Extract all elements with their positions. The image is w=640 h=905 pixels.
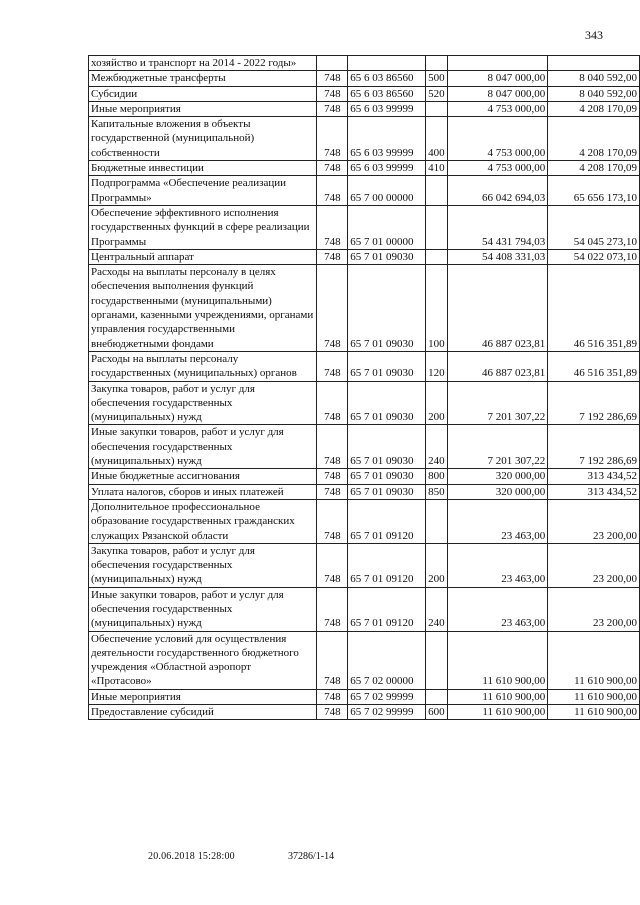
row-plan-sum-cell: 46 887 023,81 <box>447 351 548 381</box>
row-ved-cell: 748 <box>317 484 348 499</box>
row-name-cell: Обеспечение условий для осуществления деятельности государственного бюджетного учреждения «Областной аэропорт «Протасово» <box>89 631 317 689</box>
row-ved-cell: 748 <box>317 205 348 249</box>
row-vr-cell: 600 <box>426 705 448 720</box>
row-ved-cell: 748 <box>317 117 348 161</box>
row-name-cell: Уплата налогов, сборов и иных платежей <box>89 484 317 499</box>
row-vr-cell <box>426 56 448 71</box>
row-vr-cell <box>426 499 448 543</box>
row-vr-cell: 400 <box>426 117 448 161</box>
row-plan-sum-cell: 46 887 023,81 <box>447 265 548 352</box>
row-actual-sum-cell <box>548 56 640 71</box>
table-row <box>89 499 640 543</box>
row-csr-cell: 65 7 01 09030 <box>348 425 426 469</box>
row-name-cell: Центральный аппарат <box>89 249 317 264</box>
row-vr-cell <box>426 631 448 689</box>
row-csr-cell: 65 6 03 99999 <box>348 161 426 176</box>
row-name-cell: Подпрограмма «Обеспечение реализации Программы» <box>89 176 317 206</box>
row-plan-sum-cell: 11 610 900,00 <box>447 631 548 689</box>
row-ved-cell: 748 <box>317 161 348 176</box>
row-plan-sum-cell <box>447 56 548 71</box>
row-actual-sum-cell: 54 045 273,10 <box>548 205 640 249</box>
row-plan-sum-cell: 320 000,00 <box>447 484 548 499</box>
row-vr-cell <box>426 249 448 264</box>
row-vr-cell <box>426 205 448 249</box>
table-row <box>89 381 640 425</box>
row-name-cell: Капитальные вложения в объекты государственной (муниципальной) собственности <box>89 117 317 161</box>
row-vr-cell: 520 <box>426 86 448 101</box>
row-csr-cell: 65 6 03 86560 <box>348 86 426 101</box>
row-name-cell: Дополнительное профессиональное образование государственных гражданских служащих Рязанской области <box>89 499 317 543</box>
row-name-cell: хозяйство и транспорт на 2014 - 2022 годы» <box>89 56 317 71</box>
row-plan-sum-cell: 66 042 694,03 <box>447 176 548 206</box>
row-plan-sum-cell: 7 201 307,22 <box>447 425 548 469</box>
row-plan-sum-cell: 54 408 331,03 <box>447 249 548 264</box>
row-ved-cell <box>317 56 348 71</box>
row-actual-sum-cell: 11 610 900,00 <box>548 689 640 704</box>
row-plan-sum-cell: 54 431 794,03 <box>447 205 548 249</box>
row-ved-cell: 748 <box>317 249 348 264</box>
row-vr-cell: 850 <box>426 484 448 499</box>
row-ved-cell: 748 <box>317 631 348 689</box>
table-row <box>89 56 640 71</box>
table-row <box>89 469 640 484</box>
row-name-cell: Иные закупки товаров, работ и услуг для обеспечения государственных (муниципальных) нужд <box>89 587 317 631</box>
row-vr-cell: 800 <box>426 469 448 484</box>
row-vr-cell: 120 <box>426 351 448 381</box>
table-row <box>89 71 640 86</box>
row-name-cell: Иные закупки товаров, работ и услуг для обеспечения государственных (муниципальных) нужд <box>89 425 317 469</box>
row-name-cell: Закупка товаров, работ и услуг для обеспечения государственных (муниципальных) нужд <box>89 543 317 587</box>
row-csr-cell: 65 7 01 09030 <box>348 351 426 381</box>
row-ved-cell: 748 <box>317 499 348 543</box>
row-ved-cell: 748 <box>317 587 348 631</box>
row-actual-sum-cell: 4 208 170,09 <box>548 161 640 176</box>
row-vr-cell: 240 <box>426 425 448 469</box>
table-row <box>89 101 640 116</box>
row-name-cell: Обеспечение эффективного исполнения государственных функций в сфере реализации Программы <box>89 205 317 249</box>
row-csr-cell: 65 7 01 09120 <box>348 499 426 543</box>
row-name-cell: Бюджетные инвестиции <box>89 161 317 176</box>
row-actual-sum-cell: 46 516 351,89 <box>548 265 640 352</box>
row-plan-sum-cell: 7 201 307,22 <box>447 381 548 425</box>
row-vr-cell: 100 <box>426 265 448 352</box>
table-row <box>89 176 640 206</box>
row-csr-cell: 65 7 01 00000 <box>348 205 426 249</box>
row-actual-sum-cell: 7 192 286,69 <box>548 381 640 425</box>
row-actual-sum-cell: 4 208 170,09 <box>548 101 640 116</box>
row-csr-cell: 65 7 01 09030 <box>348 484 426 499</box>
row-csr-cell: 65 7 01 09030 <box>348 265 426 352</box>
row-plan-sum-cell: 8 047 000,00 <box>447 86 548 101</box>
row-actual-sum-cell: 8 040 592,00 <box>548 71 640 86</box>
row-name-cell: Субсидии <box>89 86 317 101</box>
table-row <box>89 117 640 161</box>
row-csr-cell: 65 7 01 09030 <box>348 381 426 425</box>
row-csr-cell: 65 7 01 09120 <box>348 543 426 587</box>
row-plan-sum-cell: 23 463,00 <box>447 499 548 543</box>
table-row <box>89 205 640 249</box>
row-plan-sum-cell: 8 047 000,00 <box>447 71 548 86</box>
row-plan-sum-cell: 320 000,00 <box>447 469 548 484</box>
row-csr-cell: 65 7 02 99999 <box>348 705 426 720</box>
row-ved-cell: 748 <box>317 176 348 206</box>
row-vr-cell <box>426 101 448 116</box>
row-name-cell: Иные мероприятия <box>89 101 317 116</box>
row-csr-cell: 65 7 01 09120 <box>348 587 426 631</box>
row-ved-cell: 748 <box>317 689 348 704</box>
row-ved-cell: 748 <box>317 381 348 425</box>
row-ved-cell: 748 <box>317 351 348 381</box>
row-csr-cell: 65 6 03 86560 <box>348 71 426 86</box>
row-csr-cell: 65 6 03 99999 <box>348 117 426 161</box>
row-vr-cell: 410 <box>426 161 448 176</box>
row-name-cell: Расходы на выплаты персоналу в целях обеспечения выполнения функций государственными (муниципальными) органами, казенными учреждениями, органами управления государственными внебюджетными фондами <box>89 265 317 352</box>
row-vr-cell <box>426 176 448 206</box>
row-actual-sum-cell: 65 656 173,10 <box>548 176 640 206</box>
row-ved-cell: 748 <box>317 425 348 469</box>
row-name-cell: Иные мероприятия <box>89 689 317 704</box>
row-actual-sum-cell: 46 516 351,89 <box>548 351 640 381</box>
row-vr-cell <box>426 689 448 704</box>
row-ved-cell: 748 <box>317 543 348 587</box>
table-row <box>89 543 640 587</box>
budget-table <box>88 55 640 720</box>
row-csr-cell: 65 7 02 99999 <box>348 689 426 704</box>
row-name-cell: Предоставление субсидий <box>89 705 317 720</box>
row-actual-sum-cell: 23 200,00 <box>548 587 640 631</box>
row-plan-sum-cell: 4 753 000,00 <box>447 117 548 161</box>
row-csr-cell: 65 7 00 00000 <box>348 176 426 206</box>
row-vr-cell: 500 <box>426 71 448 86</box>
table-row <box>89 86 640 101</box>
table-row <box>89 705 640 720</box>
table-row <box>89 265 640 352</box>
row-name-cell: Межбюджетные трансферты <box>89 71 317 86</box>
row-ved-cell: 748 <box>317 101 348 116</box>
row-plan-sum-cell: 11 610 900,00 <box>447 705 548 720</box>
row-csr-cell: 65 6 03 99999 <box>348 101 426 116</box>
row-plan-sum-cell: 11 610 900,00 <box>447 689 548 704</box>
row-csr-cell: 65 7 02 00000 <box>348 631 426 689</box>
row-actual-sum-cell: 313 434,52 <box>548 469 640 484</box>
footer-doc-code: 37286/1-14 <box>288 851 335 862</box>
budget-table-body <box>89 56 640 720</box>
row-ved-cell: 748 <box>317 469 348 484</box>
row-actual-sum-cell: 7 192 286,69 <box>548 425 640 469</box>
row-plan-sum-cell: 23 463,00 <box>447 587 548 631</box>
table-row <box>89 587 640 631</box>
row-csr-cell: 65 7 01 09030 <box>348 249 426 264</box>
row-actual-sum-cell: 4 208 170,09 <box>548 117 640 161</box>
row-csr-cell <box>348 56 426 71</box>
table-row <box>89 425 640 469</box>
row-name-cell: Иные бюджетные ассигнования <box>89 469 317 484</box>
row-vr-cell: 200 <box>426 381 448 425</box>
row-ved-cell: 748 <box>317 86 348 101</box>
page-number: 343 <box>585 28 603 42</box>
footer-datetime: 20.06.2018 15:28:00 <box>148 851 235 862</box>
table-row <box>89 249 640 264</box>
row-actual-sum-cell: 8 040 592,00 <box>548 86 640 101</box>
row-ved-cell: 748 <box>317 265 348 352</box>
row-ved-cell: 748 <box>317 71 348 86</box>
row-name-cell: Закупка товаров, работ и услуг для обеспечения государственных (муниципальных) нужд <box>89 381 317 425</box>
row-csr-cell: 65 7 01 09030 <box>348 469 426 484</box>
row-actual-sum-cell: 23 200,00 <box>548 499 640 543</box>
table-row <box>89 161 640 176</box>
row-actual-sum-cell: 11 610 900,00 <box>548 631 640 689</box>
row-plan-sum-cell: 23 463,00 <box>447 543 548 587</box>
row-actual-sum-cell: 313 434,52 <box>548 484 640 499</box>
table-row <box>89 484 640 499</box>
row-vr-cell: 200 <box>426 543 448 587</box>
row-actual-sum-cell: 11 610 900,00 <box>548 705 640 720</box>
row-plan-sum-cell: 4 753 000,00 <box>447 161 548 176</box>
row-plan-sum-cell: 4 753 000,00 <box>447 101 548 116</box>
row-actual-sum-cell: 23 200,00 <box>548 543 640 587</box>
table-row <box>89 351 640 381</box>
row-vr-cell: 240 <box>426 587 448 631</box>
row-name-cell: Расходы на выплаты персоналу государственных (муниципальных) органов <box>89 351 317 381</box>
table-row <box>89 631 640 689</box>
row-ved-cell: 748 <box>317 705 348 720</box>
row-actual-sum-cell: 54 022 073,10 <box>548 249 640 264</box>
table-row <box>89 689 640 704</box>
